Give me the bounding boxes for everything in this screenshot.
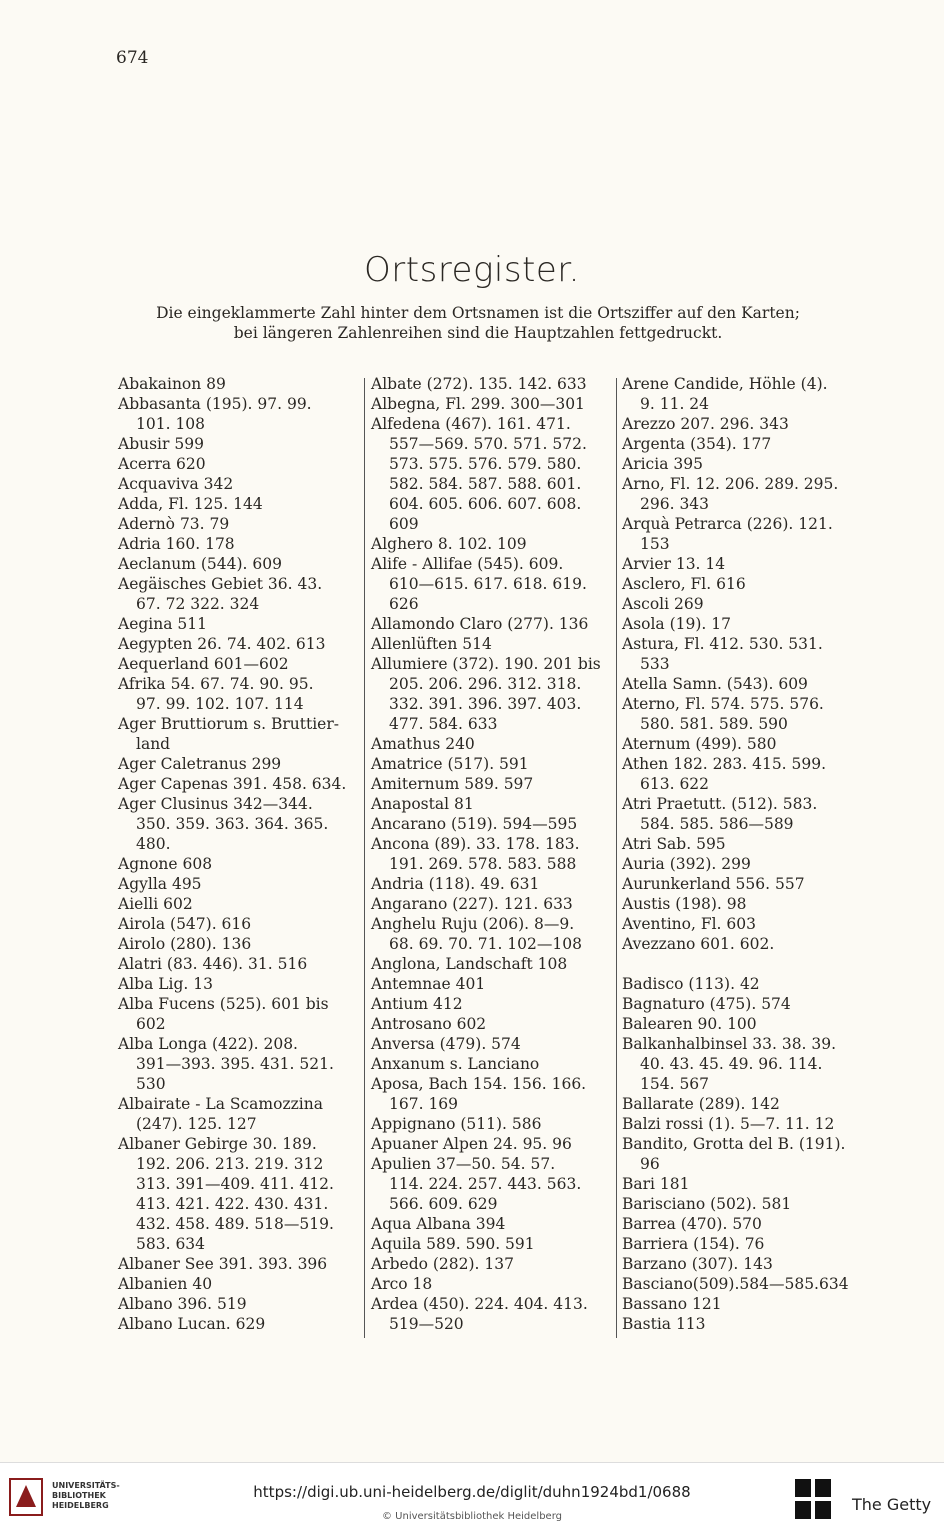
index-entry: Albate (272). 135. 142. 633 [371, 375, 587, 393]
index-entry: Albano 396. 519 [118, 1295, 247, 1313]
index-entry: 533 [640, 655, 670, 673]
page-number: 674 [116, 48, 149, 68]
index-entry: Balkanhalbinsel 33. 38. 39. [622, 1035, 837, 1053]
index-entry: Aterno, Fl. 574. 575. 576. [622, 695, 824, 713]
index-entry: 580. 581. 589. 590 [640, 715, 788, 733]
index-entry: Aquila 589. 590. 591 [371, 1235, 535, 1253]
index-entry: 432. 458. 489. 518—519. [136, 1215, 334, 1233]
index-entry: Barzano (307). 143 [622, 1255, 773, 1273]
index-entry: 609 [389, 515, 419, 533]
index-column-1 [118, 374, 356, 1334]
index-entry: 613. 622 [640, 775, 710, 793]
index-entry: Austis (198). 98 [622, 895, 747, 913]
index-entry: Aricia 395 [622, 455, 703, 473]
index-entry: Aeclanum (544). 609 [118, 555, 282, 573]
index-entry: 604. 605. 606. 607. 608. [389, 495, 582, 513]
index-entry: Aternum (499). 580 [622, 735, 777, 753]
index-entry: Angarano (227). 121. 633 [371, 895, 573, 913]
index-entry [622, 954, 840, 974]
index-entry: Bari 181 [622, 1175, 690, 1193]
index-entry: Amiternum 589. 597 [371, 775, 534, 793]
index-entry: Apulien 37—50. 54. 57. [371, 1155, 556, 1173]
index-entry: 205. 206. 296. 312. 318. [389, 675, 582, 693]
index-entry: Aequerland 601—602 [118, 655, 289, 673]
index-entry: Adria 160. 178 [118, 535, 235, 553]
intro-text [120, 303, 836, 343]
column-divider [616, 378, 617, 1338]
index-entry: Balearen 90. 100 [622, 1015, 757, 1033]
index-entry: Arvier 13. 14 [622, 555, 726, 573]
index-entry: Andria (118). 49. 631 [371, 875, 540, 893]
index-entry: 573. 575. 576. 579. 580. [389, 455, 582, 473]
index-entry: 480. [136, 835, 171, 853]
index-entry: 67. 72 322. 324 [136, 595, 260, 613]
index-entry: Aqua Albana 394 [371, 1215, 506, 1233]
index-entry: Arene Candide, Höhle (4). [622, 375, 828, 393]
index-entry: Apuaner Alpen 24. 95. 96 [371, 1135, 572, 1153]
index-entry: 584. 585. 586—589 [640, 815, 794, 833]
index-column-2 [371, 374, 612, 1334]
index-entry: Alghero 8. 102. 109 [371, 535, 527, 553]
index-entry: 332. 391. 396. 397. 403. [389, 695, 582, 713]
index-entry: Aielli 602 [118, 895, 193, 913]
index-entry: 97. 99. 102. 107. 114 [136, 695, 304, 713]
index-entry: 68. 69. 70. 71. 102—108 [389, 935, 582, 953]
index-entry: Ballarate (289). 142 [622, 1095, 780, 1113]
index-entry: Auria (392). 299 [622, 855, 751, 873]
index-entry: Arno, Fl. 12. 206. 289. 295. [622, 475, 839, 493]
index-entry: Basciano(509).584—585.634 [622, 1275, 849, 1293]
index-entry: 477. 584. 633 [389, 715, 498, 733]
index-entry: 413. 421. 422. 430. 431. [136, 1195, 329, 1213]
getty-logo-icon [793, 1477, 833, 1521]
index-entry: Albaner See 391. 393. 396 [118, 1255, 328, 1273]
index-entry: Acquaviva 342 [118, 475, 234, 493]
index-entry: Albegna, Fl. 299. 300—301 [371, 395, 585, 413]
index-entry: Appignano (511). 586 [371, 1115, 542, 1133]
index-entry: 313. 391—409. 411. 412. [136, 1175, 334, 1193]
index-entry: 583. 634 [136, 1235, 206, 1253]
index-entry: Alatri (83. 446). 31. 516 [118, 955, 308, 973]
library-name: UNIVERSITÄTS- BIBLIOTHEK HEIDELBERG [52, 1481, 120, 1510]
permalink-url[interactable]: https://digi.ub.uni-heidelberg.de/diglit/duhn1924bd1/0688 [253, 1483, 691, 1501]
index-entry: Bandito, Grotta del B. (191). [622, 1135, 846, 1153]
index-entry: Adernò 73. 79 [118, 515, 230, 533]
index-entry: 192. 206. 213. 219. 312 [136, 1155, 324, 1173]
index-entry: Anversa (479). 574 [371, 1035, 521, 1053]
index-entry: 626 [389, 595, 419, 613]
index-entry: Ancona (89). 33. 178. 183. [371, 835, 580, 853]
index-entry: 154. 567 [640, 1075, 710, 1093]
index-entry: Amatrice (517). 591 [371, 755, 529, 773]
index-entry: land [136, 735, 171, 753]
index-entry: Antium 412 [371, 995, 463, 1013]
index-entry: Amathus 240 [371, 735, 475, 753]
index-entry: Alfedena (467). 161. 471. [371, 415, 571, 433]
index-entry: Ardea (450). 224. 404. 413. [371, 1295, 588, 1313]
index-entry: Alife - Allifae (545). 609. [371, 555, 564, 573]
sponsor-name: The Getty [852, 1495, 932, 1514]
index-entry: Agnone 608 [118, 855, 213, 873]
index-entry: Anxanum s. Lanciano [371, 1055, 540, 1073]
index-entry: Abbasanta (195). 97. 99. [118, 395, 312, 413]
index-entry: Ager Bruttiorum s. Bruttier- [118, 715, 339, 733]
index-entry: 9. 11. 24 [640, 395, 710, 413]
index-entry: Barisciano (502). 581 [622, 1195, 792, 1213]
index-entry: 566. 609. 629 [389, 1195, 498, 1213]
index-entry: Alba Lig. 13 [118, 975, 213, 993]
index-entry: (247). 125. 127 [136, 1115, 257, 1133]
intro-line: bei längeren Zahlenreihen sind die Hauptzahlen fettgedruckt. [233, 324, 723, 342]
index-entry: 350. 359. 363. 364. 365. [136, 815, 329, 833]
index-entry: Atri Sab. 595 [622, 835, 726, 853]
index-entry: Ager Clusinus 342—344. [118, 795, 313, 813]
index-entry: Barrea (470). 570 [622, 1215, 762, 1233]
index-entry: Adda, Fl. 125. 144 [118, 495, 263, 513]
index-entry: 602 [136, 1015, 166, 1033]
index-entry: Antemnae 401 [371, 975, 486, 993]
index-entry: Anapostal 81 [371, 795, 474, 813]
index-entry: Bagnaturo (475). 574 [622, 995, 791, 1013]
index-entry: 96 [640, 1155, 660, 1173]
intro-line: Die eingeklammerte Zahl hinter dem Ortsnamen ist die Ortsziffer auf den Karten; [156, 304, 800, 322]
index-entry: Alba Fucens (525). 601 bis [118, 995, 329, 1013]
index-entry: Atella Samn. (543). 609 [622, 675, 808, 693]
index-entry: Abakainon 89 [118, 375, 226, 393]
page-title: Ortsregister. [364, 250, 580, 290]
index-entry: Anglona, Landschaft 108 [371, 955, 568, 973]
index-entry: Bassano 121 [622, 1295, 722, 1313]
index-entry: Arquà Petrarca (226). 121. [622, 515, 833, 533]
index-column-3 [622, 374, 849, 1334]
index-entry: 114. 224. 257. 443. 563. [389, 1175, 582, 1193]
index-entry: 557—569. 570. 571. 572. [389, 435, 587, 453]
index-entry: Bastia 113 [622, 1315, 706, 1333]
index-entry: 610—615. 617. 618. 619. [389, 575, 587, 593]
index-entry: Antrosano 602 [371, 1015, 487, 1033]
index-entry: Aventino, Fl. 603 [622, 915, 756, 933]
index-entry: Ager Caletranus 299 [118, 755, 282, 773]
index-entry: Allenlüften 514 [371, 635, 492, 653]
index-entry: Arco 18 [371, 1275, 433, 1293]
index-entry: Aegypten 26. 74. 402. 613 [118, 635, 326, 653]
index-entry: Allamondo Claro (277). 136 [371, 615, 589, 633]
index-entry: Ager Capenas 391. 458. 634. [118, 775, 347, 793]
index-entry: Abusir 599 [118, 435, 204, 453]
index-entry: Agylla 495 [118, 875, 202, 893]
index-entry: Afrika 54. 67. 74. 90. 95. [118, 675, 314, 693]
index-entry: Aegina 511 [118, 615, 207, 633]
index-entry: Athen 182. 283. 415. 599. [622, 755, 827, 773]
index-entry: Atri Praetutt. (512). 583. [622, 795, 818, 813]
index-entry: Aegäisches Gebiet 36. 43. [118, 575, 323, 593]
index-entry: 101. 108 [136, 415, 206, 433]
index-entry: Astura, Fl. 412. 530. 531. [622, 635, 823, 653]
index-entry: Asclero, Fl. 616 [622, 575, 746, 593]
index-entry: 530 [136, 1075, 166, 1093]
index-entry: Alba Longa (422). 208. [118, 1035, 298, 1053]
index-entry: Airolo (280). 136 [118, 935, 252, 953]
index-entry: Albanien 40 [118, 1275, 213, 1293]
copyright-notice: © Universitätsbibliothek Heidelberg [381, 1511, 562, 1522]
index-entry: 40. 43. 45. 49. 96. 114. [640, 1055, 823, 1073]
index-entry: Acerra 620 [118, 455, 206, 473]
index-entry: Aposa, Bach 154. 156. 166. [371, 1075, 587, 1093]
index-entry: Albairate - La Scamozzina [118, 1095, 323, 1113]
index-entry: 296. 343 [640, 495, 710, 513]
viewer-footer [0, 1462, 944, 1536]
index-entry: 582. 584. 587. 588. 601. [389, 475, 582, 493]
column-divider [364, 378, 365, 1338]
index-entry: Asola (19). 17 [622, 615, 731, 633]
index-entry: 153 [640, 535, 670, 553]
index-entry: Barriera (154). 76 [622, 1235, 765, 1253]
index-entry: Argenta (354). 177 [622, 435, 772, 453]
index-entry: Arbedo (282). 137 [371, 1255, 514, 1273]
index-entry: Albaner Gebirge 30. 189. [118, 1135, 317, 1153]
index-entry: Airola (547). 616 [118, 915, 252, 933]
index-entry: 519—520 [389, 1315, 464, 1333]
index-entry: Ancarano (519). 594—595 [371, 815, 578, 833]
index-entry: Anghelu Ruju (206). 8—9. [371, 915, 575, 933]
index-entry: 167. 169 [389, 1095, 459, 1113]
index-entry: 191. 269. 578. 583. 588 [389, 855, 577, 873]
index-entry: Balzi rossi (1). 5—7. 11. 12 [622, 1115, 835, 1133]
index-entry: Albano Lucan. 629 [118, 1315, 266, 1333]
index-entry: Arezzo 207. 296. 343 [622, 415, 789, 433]
index-entry: Badisco (113). 42 [622, 975, 760, 993]
index-entry: Allumiere (372). 190. 201 bis [371, 655, 601, 673]
index-entry: Avezzano 601. 602. [622, 935, 775, 953]
index-entry: 391—393. 395. 431. 521. [136, 1055, 334, 1073]
index-entry: Ascoli 269 [622, 595, 704, 613]
index-entry: Aurunkerland 556. 557 [622, 875, 805, 893]
